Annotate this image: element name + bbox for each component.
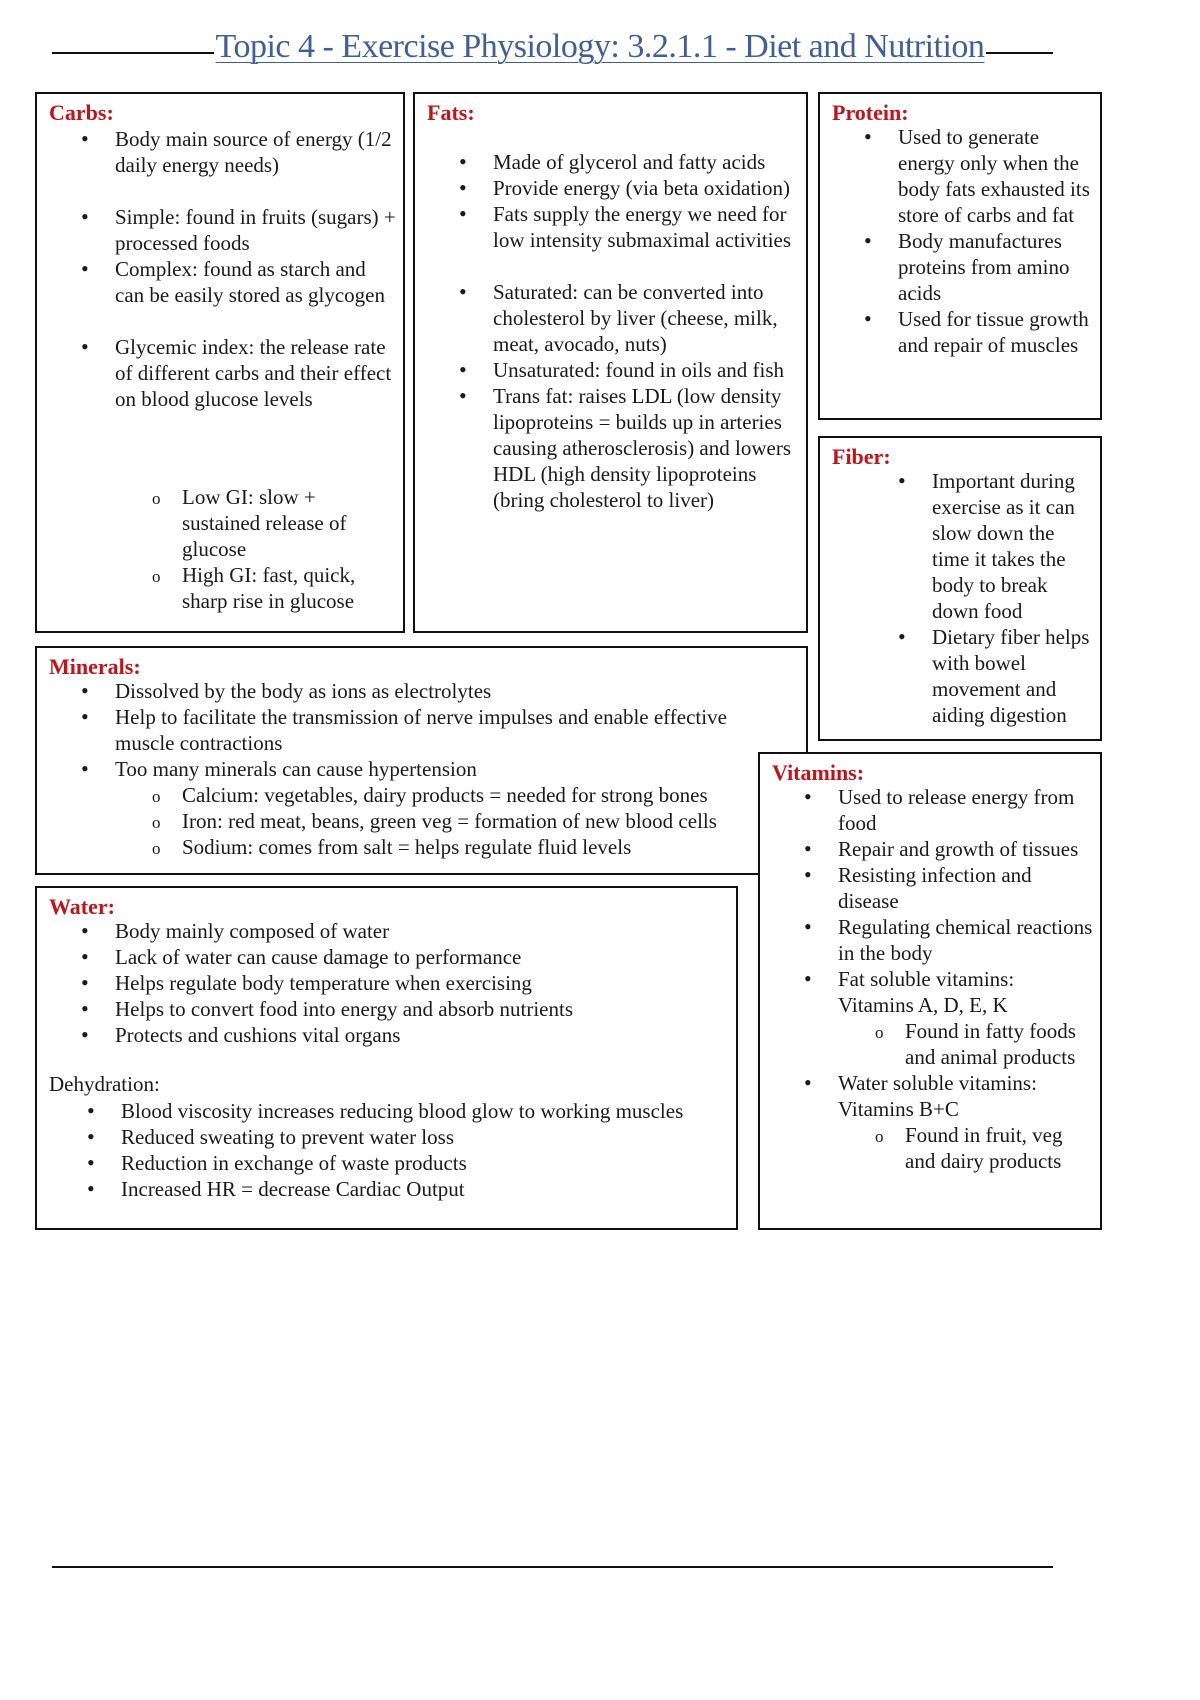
dehydration-item: • Blood viscosity increases reducing blood glow to working muscles: [121, 1098, 731, 1124]
dehydration-label: Dehydration:: [49, 1072, 160, 1096]
page-title: Topic 4 - Exercise Physiology: 3.2.1.1 - Diet and Nutrition: [215, 28, 985, 65]
water-list: [115, 918, 725, 1048]
fats-item: • Unsaturated: found in oils and fish: [493, 357, 793, 383]
carbs-item: • Complex: found as starch and can be easily stored as glycogen: [115, 256, 400, 308]
vitamins-item: • Repair and growth of tissues: [838, 836, 1093, 862]
protein-item: • Body manufactures proteins from amino acids: [898, 228, 1098, 306]
vitamins-item: • Resisting infection and disease: [838, 862, 1093, 914]
vitamins-item: • Water soluble vitamins: Vitamins B+C: [838, 1070, 1093, 1122]
fats-box: [413, 92, 808, 633]
vitamins-sub-item: o Found in fatty foods and animal products: [905, 1018, 1093, 1070]
water-item: • Helps regulate body temperature when exercising: [115, 970, 725, 996]
minerals-item: • Dissolved by the body as ions as electrolytes: [115, 678, 785, 704]
minerals-box: [35, 646, 808, 875]
water-item: • Lack of water can cause damage to performance: [115, 944, 725, 970]
carbs-list: [115, 126, 400, 412]
protein-heading: Protein:: [832, 100, 909, 125]
minerals-sub-item: o Sodium: comes from salt = helps regulate fluid levels: [182, 834, 782, 860]
fats-item: • Made of glycerol and fatty acids: [493, 149, 793, 175]
minerals-sub-item: o Calcium: vegetables, dairy products = needed for strong bones: [182, 782, 782, 808]
protein-item: • Used to generate energy only when the body fats exhausted its store of carbs and fat: [898, 124, 1098, 228]
vitamins-box: [758, 752, 1102, 1230]
fats-item: • Saturated: can be converted into cholesterol by liver (cheese, milk, meat, avocado, nuts): [493, 279, 793, 357]
vitamins-sub-item: o Found in fruit, veg and dairy products: [905, 1122, 1093, 1174]
dehydration-item: • Reduced sweating to prevent water loss: [121, 1124, 731, 1150]
minerals-item: • Help to facilitate the transmission of nerve impulses and enable effective muscle contractions: [115, 704, 785, 756]
fats-heading: Fats:: [427, 100, 475, 125]
water-item: • Body mainly composed of water: [115, 918, 725, 944]
fats-item: • Provide energy (via beta oxidation): [493, 175, 793, 201]
fiber-item: • Important during exercise as it can slow down the time it takes the body to break down food: [932, 468, 1094, 624]
water-heading: Water:: [49, 894, 115, 919]
vitamins-heading: Vitamins:: [772, 760, 865, 785]
minerals-list: [115, 678, 785, 782]
water-item: • Protects and cushions vital organs: [115, 1022, 725, 1048]
dehydration-item: • Increased HR = decrease Cardiac Output: [121, 1176, 731, 1202]
protein-item: • Used for tissue growth and repair of muscles: [898, 306, 1098, 358]
carbs-item: • Glycemic index: the release rate of different carbs and their effect on blood glucose levels: [115, 334, 400, 412]
carbs-sub-list: [182, 484, 387, 614]
carbs-sub-item: o Low GI: slow + sustained release of glucose: [182, 484, 387, 562]
fiber-list: [932, 468, 1094, 728]
fiber-box: [818, 436, 1102, 741]
vitamins-item: • Regulating chemical reactions in the body: [838, 914, 1093, 966]
protein-box: [818, 92, 1102, 420]
carbs-sub-item: o High GI: fast, quick, sharp rise in glucose: [182, 562, 387, 614]
minerals-item: • Too many minerals can cause hypertension: [115, 756, 785, 782]
vitamins-item: • Fat soluble vitamins: Vitamins A, D, E, K: [838, 966, 1093, 1018]
carbs-box: [35, 92, 405, 633]
fiber-item: • Dietary fiber helps with bowel movement and aiding digestion: [932, 624, 1094, 728]
vitamins-list: [838, 784, 1093, 1174]
water-box: [35, 886, 738, 1230]
dehydration-item: • Reduction in exchange of waste products: [121, 1150, 731, 1176]
bottom-rule: [52, 1566, 1053, 1568]
carbs-item: • Body main source of energy (1/2 daily energy needs): [115, 126, 400, 178]
fats-item: • Trans fat: raises LDL (low density lipoproteins = builds up in arteries causing atherosclerosis) and lowers HDL (high density lipoproteins (bring cholesterol to liver): [493, 383, 793, 513]
fiber-heading: Fiber:: [832, 444, 891, 469]
minerals-heading: Minerals:: [49, 654, 141, 679]
carbs-item: • Simple: found in fruits (sugars) + processed foods: [115, 204, 400, 256]
fats-list: [493, 149, 793, 513]
water-item: • Helps to convert food into energy and absorb nutrients: [115, 996, 725, 1022]
vitamins-item: • Used to release energy from food: [838, 784, 1093, 836]
fats-item: • Fats supply the energy we need for low intensity submaximal activities: [493, 201, 793, 253]
dehydration-list: [121, 1098, 731, 1202]
carbs-heading: Carbs:: [49, 100, 114, 125]
protein-list: [898, 124, 1098, 358]
minerals-sub-list: [182, 782, 782, 860]
minerals-sub-item: o Iron: red meat, beans, green veg = formation of new blood cells: [182, 808, 782, 834]
